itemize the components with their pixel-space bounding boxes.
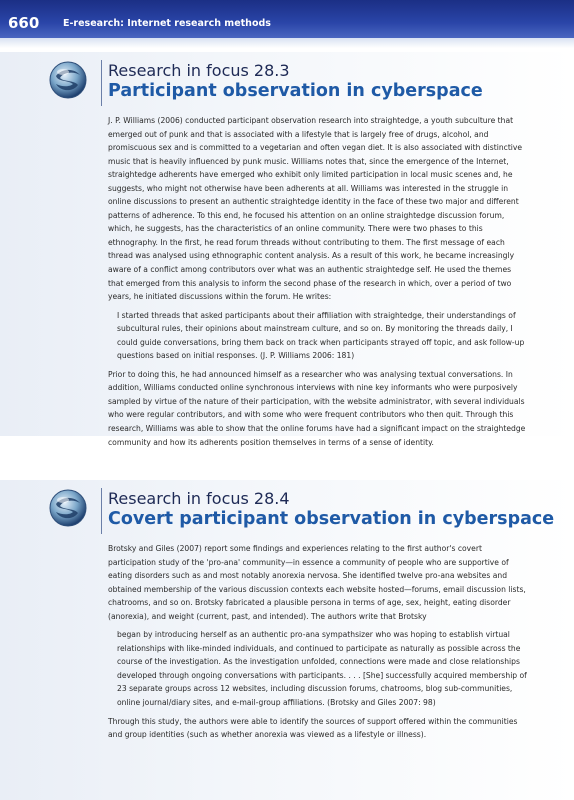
box-kicker: Research in focus 28.4 (108, 489, 290, 508)
box-body (108, 542, 528, 747)
box-title: Covert participant observation in cyberspace (108, 509, 555, 529)
paragraph: Prior to doing this, he had announced himself as a researcher who was analysing textual conversations. In addition, Williams conducted online synchronous interviews with nine key informants who were purposively sampled by virtue of the nature of their participation, with the website administrator, with several individuals who were regular contributors, and with some who were frequent contributors who then quit. Through this research, Williams was able to show that the online forums have had a significant impact on the straightedge community and how its adherents position themselves in terms of a sense of identity. (108, 369, 526, 447)
paragraph: Brotsky and Giles (2007) report some findings and experiences relating to the first author's covert participation study of the 'pro-ana' community—in essence a community of people who are supportive of eating disorders such as and most notably anorexia nervosa. She identified twelve pro-ana websites and obtained membership of the various discussion contexts each website hosted—forums, email discussion lists, chatrooms, and so on. Brotsky fabricated a plausible persona in terms of age, sex, height, eating disorder (anorexia), and weight (current, past, and intended). The authors write that Brotsky (108, 544, 526, 621)
research-box-28-4 (0, 480, 574, 800)
paragraph: Through this study, the authors were able to identify the sources of support offered within the communities and group identities (such as whether anorexia was viewed as a lifestyle or illness). (108, 716, 518, 740)
title-divider (101, 488, 102, 534)
page-number: 660 (8, 14, 40, 32)
page-header-bar (0, 0, 574, 38)
block-quote: began by introducing herself as an authentic pro-ana sympathsizer who was hoping to establish virtual relationships with like-minded individuals, and continued to participate as naturally as possible across the course of the investigation. As the investigation unfolded, connections were made and close relationships developed through ongoing conversations with participants. . . . [She] successfully acquired membership of 23 separate groups across 12 websites, including discussion forums, chatrooms, blog sub-communities, online journal/diary sites, and e-mail-group affiliations. (Brotsky and Giles 2007: 98) (117, 630, 527, 708)
paragraph: J. P. Williams (2006) conducted participant observation research into straightedge, a youth subculture that emerged out of punk and that is associated with a lifestyle that is largely free of drugs, alcohol, and promiscuous sex and is committed to a vegetarian and often vegan diet. It is also associated with distinctive music that is heavily influenced by punk music. Williams notes that, since the emergence of the Internet, straightedge adherents have emerged who exhibit only limited participation in local music scenes and, he suggests, who might not otherwise have been adherents at all. Williams was interested in the struggle in online discussions to present an authentic straightedge identity in the face of these two major and different patterns of adherence. To this end, he focused his attention on an online straightedge discussion forum, which, he suggests, has the characteristics of an online community. There were two phases to this ethnography. In the first, he read forum threads without contributing to them. The first message of each thread was analysed using ethnographic content analysis. As a result of this work, he became increasingly aware of a conflict among contributors over what was an authentic straightedge self. He used the themes that emerged from this analysis to inform the second phase of the research in which, over a period of two years, he initiated discussions within the forum. He writes: (108, 116, 523, 302)
research-in-focus-icon (48, 60, 88, 100)
block-quote: I started threads that asked participants about their affiliation with straightedge, their understandings of subcultural rules, their opinions about mainstream culture, and so on. By monitoring the threads daily, I could guide conversations, bring them back on track when participants strayed off topic, and ask follow-up questions based on initial responses. (J. P. Williams 2006: 181) (117, 310, 525, 361)
box-body (108, 114, 528, 454)
title-divider (101, 60, 102, 106)
research-in-focus-icon (48, 488, 88, 528)
running-head: E-research: Internet research methods (63, 18, 271, 29)
box-kicker: Research in focus 28.3 (108, 61, 290, 80)
box-title: Participant observation in cyberspace (108, 81, 483, 101)
header-fade (0, 38, 574, 48)
research-box-28-3 (0, 52, 574, 447)
